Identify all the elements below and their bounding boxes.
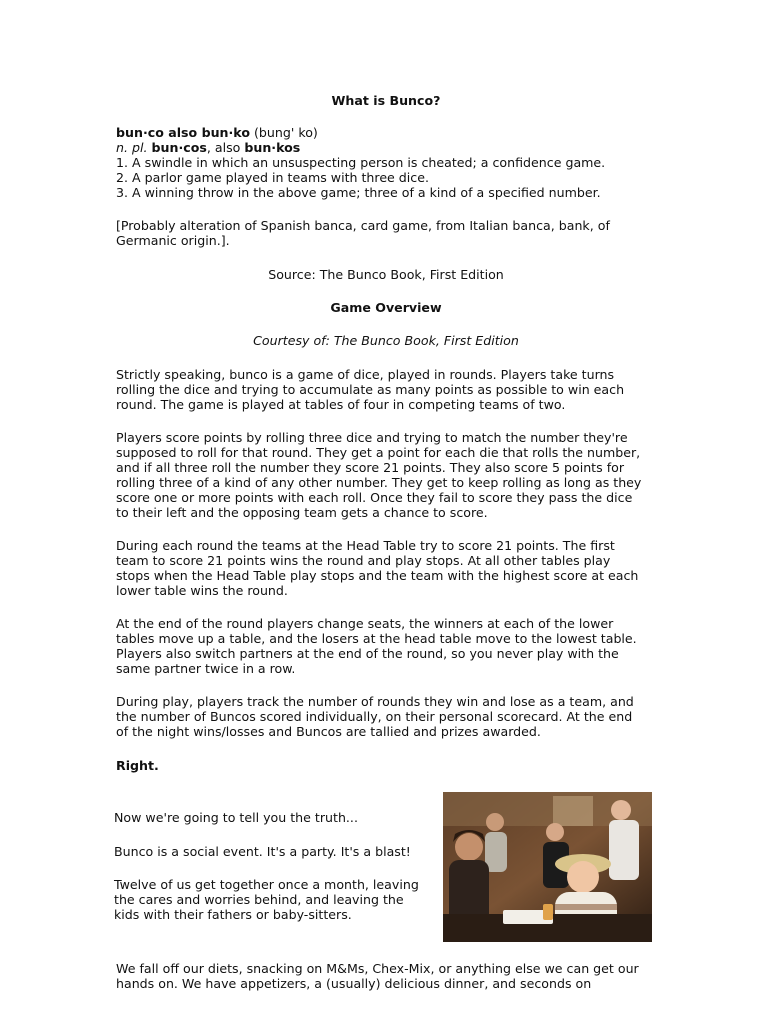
party-photo [443,792,652,942]
definition-sense: 2. A parlor game played in teams with three dice. [116,170,429,185]
plural-form-1: bun·cos [151,140,207,155]
party-photo-illustration [443,792,652,942]
etymology: [Probably alteration of Spanish banca, card game, from Italian banca, bank, of Germanic origin.]. [116,218,610,248]
right-heading: Right. [116,758,159,773]
definition-headword-line [116,125,656,140]
overview-paragraph: Players score points by rolling three dice and trying to match the number they're supposed to roll for that round. They get a point for each die that rolls the number, and if all three roll the number they score 21 points. They also score 5 points for rolling three of a kind of any other number. They get to keep rolling as long as they score one or more points with each roll. Once they fail to score they pass the dice to their left and the opposing team gets a chance to score. [116,430,642,520]
overview-paragraph: During each round the teams at the Head Table try to score 21 points. The first team to score 21 points wins the round and play stops. At all other tables play stops when the Head Table play stops and the team with the highest score at each lower table wins the round. [116,538,639,598]
definition-block [116,125,656,200]
headword: bun·co also bun·ko [116,125,250,140]
source-line: Source: The Bunco Book, First Edition [268,267,504,282]
overview-paragraph: Strictly speaking, bunco is a game of dice, played in rounds. Players take turns rolling the dice and trying to accumulate as many points as possible to win each round. The game is played at tables of four in competing teams of two. [116,367,625,412]
section-heading: Game Overview [330,300,442,315]
overview-paragraph: At the end of the round players change seats, the winners at each of the lower tables move up a table, and the losers at the head table move to the lowest table. Players also switch partners at the end of the round, so you never play with the same partner twice in a row. [116,616,637,676]
plural-line [116,140,656,155]
side-paragraph: Now we're going to tell you the truth... [114,810,358,825]
definition-sense: 3. A winning throw in the above game; three of a kind of a specified number. [116,185,601,200]
side-paragraph: Twelve of us get together once a month, leaving the cares and worries behind, and leaving the kids with their fathers or baby-sitters. [114,877,419,922]
side-paragraph: Bunco is a social event. It's a party. It's a blast! [114,844,411,859]
plural-separator: , also [206,140,245,155]
pronunciation: (bung' ko) [254,125,318,140]
plural-label: n. pl. [116,140,148,155]
overview-paragraph: During play, players track the number of rounds they win and lose as a team, and the number of Buncos scored individually, on their personal scorecard. At the end of the night wins/losses and Buncos are tallied and prizes awarded. [116,694,634,739]
page-title: What is Bunco? [331,93,441,108]
plural-form-2: bun·kos [244,140,301,155]
closing-paragraph: We fall off our diets, snacking on M&Ms, Chex-Mix, or anything else we can get our hands on. We have appetizers, a (usually) delicious dinner, and seconds on [116,961,639,991]
courtesy-line: Courtesy of: The Bunco Book, First Edition [253,333,519,348]
definition-sense: 1. A swindle in which an unsuspecting person is cheated; a confidence game. [116,155,606,170]
